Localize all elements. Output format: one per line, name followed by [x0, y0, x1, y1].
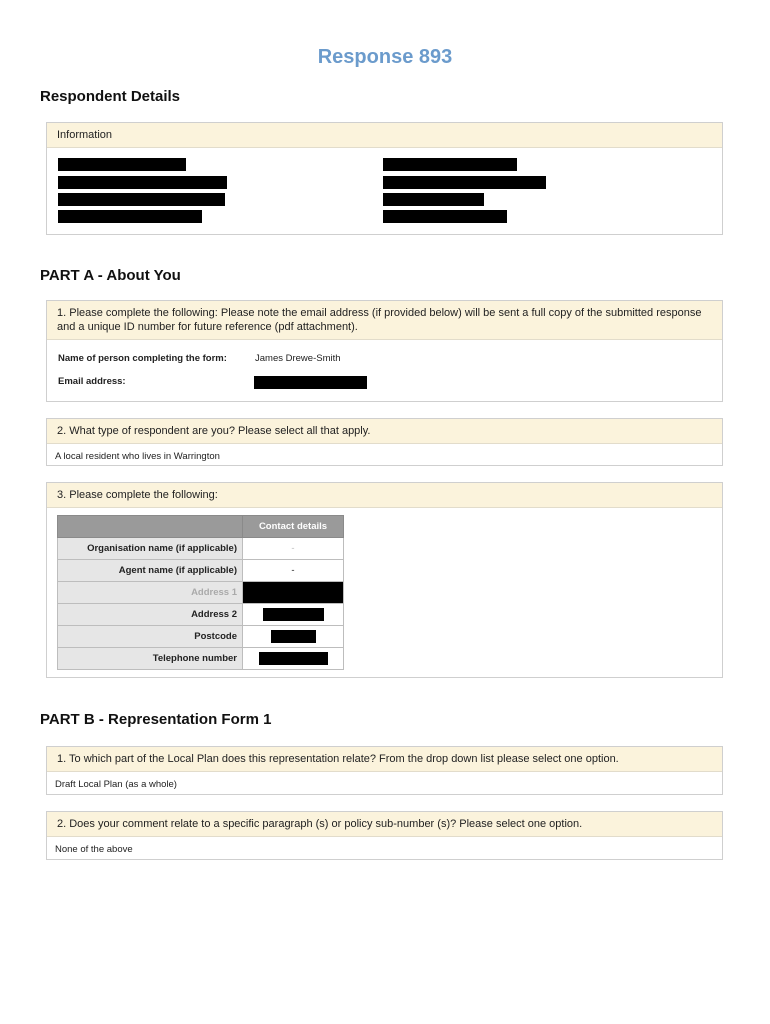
row-label: Organisation name (if applicable)	[58, 538, 243, 560]
part-a-question-1-box	[46, 300, 723, 402]
row-value-redacted	[243, 604, 344, 626]
row-label: Address 1	[58, 582, 243, 604]
row-value-redacted	[243, 648, 344, 670]
part-b-heading: PART B - Representation Form 1	[40, 711, 272, 728]
redaction-block	[58, 176, 227, 189]
name-label: Name of person completing the form:	[58, 353, 227, 364]
table-row	[58, 560, 344, 582]
table-header-row	[58, 516, 344, 538]
redaction-block	[383, 193, 484, 206]
redaction-block	[383, 158, 517, 171]
redaction-block	[58, 158, 186, 171]
contact-details-header: Contact details	[243, 516, 344, 538]
table-row	[58, 648, 344, 670]
contact-details-table	[57, 515, 344, 670]
table-header-blank	[58, 516, 243, 538]
row-value-redacted	[243, 582, 344, 604]
redaction-block	[383, 210, 507, 223]
answer-text: A local resident who lives in Warrington	[55, 451, 220, 462]
row-label: Postcode	[58, 626, 243, 648]
row-label: Agent name (if applicable)	[58, 560, 243, 582]
email-label: Email address:	[58, 376, 126, 387]
part-b-question-2-box	[46, 811, 723, 860]
email-redaction	[254, 376, 367, 389]
respondent-details-heading: Respondent Details	[40, 88, 181, 105]
row-value: -	[243, 538, 344, 560]
table-row	[58, 604, 344, 626]
table-row	[58, 582, 344, 604]
page-title: Response 893	[317, 46, 453, 68]
answer-text: Draft Local Plan (as a whole)	[55, 779, 177, 790]
name-value: James Drewe-Smith	[255, 353, 341, 364]
row-value: -	[243, 560, 344, 582]
row-label: Address 2	[58, 604, 243, 626]
table-row	[58, 538, 344, 560]
redaction-block	[58, 210, 202, 223]
row-value-redacted	[243, 626, 344, 648]
part-b-question-1-box	[46, 746, 723, 795]
question-text: 3. Please complete the following:	[47, 483, 722, 508]
question-text: 1. To which part of the Local Plan does this representation relate? From the drop down list please select one option.	[47, 747, 722, 772]
part-a-heading: PART A - About You	[40, 267, 181, 284]
question-text: 2. Does your comment relate to a specific paragraph (s) or policy sub-number (s)? Please select one option.	[47, 812, 722, 837]
question-text: 1. Please complete the following: Please note the email address (if provided below) will be sent a full copy of the submitted response and a unique ID number for future reference (pdf attachment).	[47, 301, 722, 340]
part-a-question-2-box	[46, 418, 723, 466]
information-box-header: Information	[47, 123, 722, 148]
redaction-block	[58, 193, 225, 206]
table-row	[58, 626, 344, 648]
row-label: Telephone number	[58, 648, 243, 670]
part-a-question-3-box	[46, 482, 723, 678]
question-text: 2. What type of respondent are you? Please select all that apply.	[47, 419, 722, 444]
redaction-block	[383, 176, 546, 189]
information-box	[46, 122, 723, 235]
answer-text: None of the above	[55, 844, 133, 855]
